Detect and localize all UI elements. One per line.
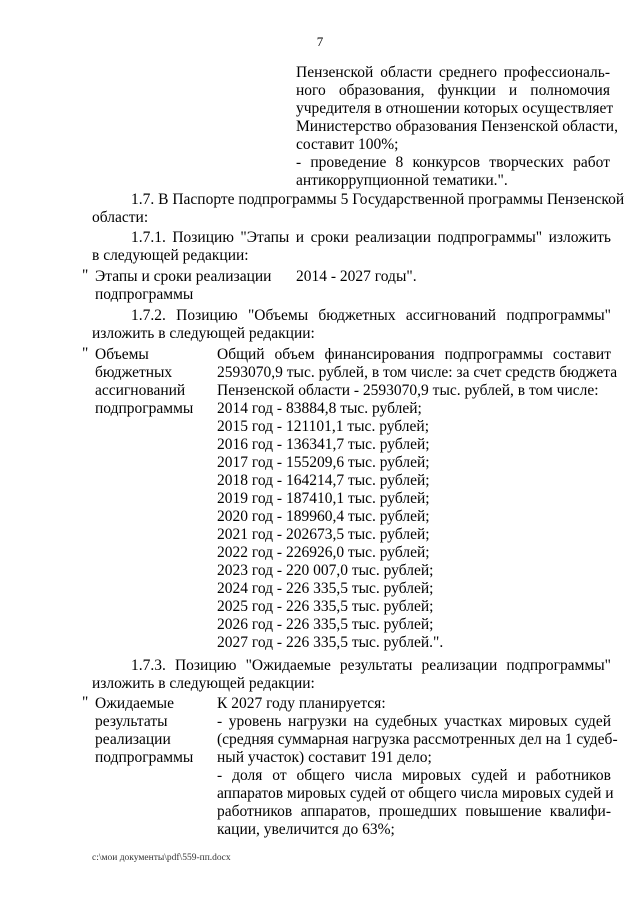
text-line: Министерство образования Пензенской области, <box>296 118 618 135</box>
year-line: 2021 год - 202673,5 тыс. рублей; <box>217 526 430 543</box>
text-line: 1.7.3. Позицию "Ожидаемые результаты реализации подпрограммы" <box>131 657 611 674</box>
year-line: 2016 год - 136341,7 тыс. рублей; <box>217 436 430 453</box>
year-line: 2015 год - 121101,1 тыс. рублей; <box>217 418 429 435</box>
row-label: Ожидаемые <box>95 695 174 712</box>
year-line: 2022 год - 226926,0 тыс. рублей; <box>217 544 430 561</box>
text-line: 2593070,9 тыс. рублей, в том числе: за счет средств бюджета <box>217 364 618 381</box>
text-line: - уровень нагрузки на судебных участках мировых судей <box>217 713 611 730</box>
row-label: Этапы и сроки реализации <box>95 268 272 285</box>
text-line: 1.7.2. Позицию "Объемы бюджетных ассигнований подпрограммы" <box>131 307 611 324</box>
text-line: составит 100%; <box>296 136 399 153</box>
row-label: Объемы <box>95 346 149 363</box>
row-label: подпрограммы <box>95 749 194 766</box>
text-line: Пензенской области среднего профессиональ- <box>296 64 610 81</box>
text-line: антикоррупционной тематики.". <box>296 172 508 189</box>
text-line: Пензенской области - 2593070,9 тыс. рублей, в том числе: <box>217 382 599 399</box>
row-label: подпрограммы <box>95 286 194 303</box>
row-label: реализации <box>95 731 171 748</box>
year-line: 2017 год - 155209,6 тыс. рублей; <box>217 454 430 471</box>
year-line: 2018 год - 164214,7 тыс. рублей; <box>217 472 430 489</box>
text-line: изложить в следующей редакции: <box>92 325 315 342</box>
text-line: (средняя суммарная нагрузка рассмотренных дел на 1 судеб- <box>217 731 618 748</box>
text-line: 1.7.1. Позицию "Этапы и сроки реализации подпрограммы" изложить <box>131 229 611 246</box>
text-line: К 2027 году планируется: <box>217 695 386 712</box>
text-line: - проведение 8 конкурсов творческих работ <box>296 154 610 171</box>
page-number: 7 <box>316 34 324 49</box>
year-line: 2026 год - 226 335,5 тыс. рублей; <box>217 616 434 633</box>
text-line: аппаратов мировых судей от общего числа мировых судей и <box>217 785 614 802</box>
text-line: учредителя в отношении которых осуществляет <box>296 100 614 117</box>
year-line: 2025 год - 226 335,5 тыс. рублей; <box>217 598 434 615</box>
row-label: результаты <box>95 713 168 730</box>
text-line: области: <box>92 209 149 226</box>
year-line: 2020 год - 189960,4 тыс. рублей; <box>217 508 430 525</box>
text-line: Общий объем финансирования подпрограммы составит <box>217 346 611 363</box>
text-line: кации, увеличится до 63%; <box>217 821 395 838</box>
file-path-footer: c:\мои документы\pdf\559-пп.docx <box>92 853 231 863</box>
row-value: 2014 - 2027 годы". <box>296 268 417 285</box>
row-label: ассигнований <box>95 382 186 399</box>
year-line: 2023 год - 220 007,0 тыс. рублей; <box>217 562 434 579</box>
year-line: 2014 год - 83884,8 тыс. рублей; <box>217 400 422 417</box>
opening-quote: " <box>82 345 89 362</box>
opening-quote: " <box>82 267 89 284</box>
text-line: изложить в следующей редакции: <box>92 675 315 692</box>
row-label: подпрограммы <box>95 400 194 417</box>
year-line: 2024 год - 226 335,5 тыс. рублей; <box>217 580 434 597</box>
text-line: - доля от общего числа мировых судей и работников <box>217 767 611 784</box>
text-line: в следующей редакции: <box>92 247 249 264</box>
opening-quote: " <box>82 694 89 711</box>
row-label: бюджетных <box>95 364 173 381</box>
year-line: 2019 год - 187410,1 тыс. рублей; <box>217 490 430 507</box>
year-line: 2027 год - 226 335,5 тыс. рублей.". <box>217 634 444 651</box>
text-line: ный участок) составит 191 дело; <box>217 749 432 766</box>
text-line: ного образования, функции и полномочия <box>296 82 610 99</box>
text-line: 1.7. В Паспорте подпрограммы 5 Государственной программы Пензенской <box>131 191 625 208</box>
text-line: работников аппаратов, прошедших повышение квалифи- <box>217 803 611 820</box>
